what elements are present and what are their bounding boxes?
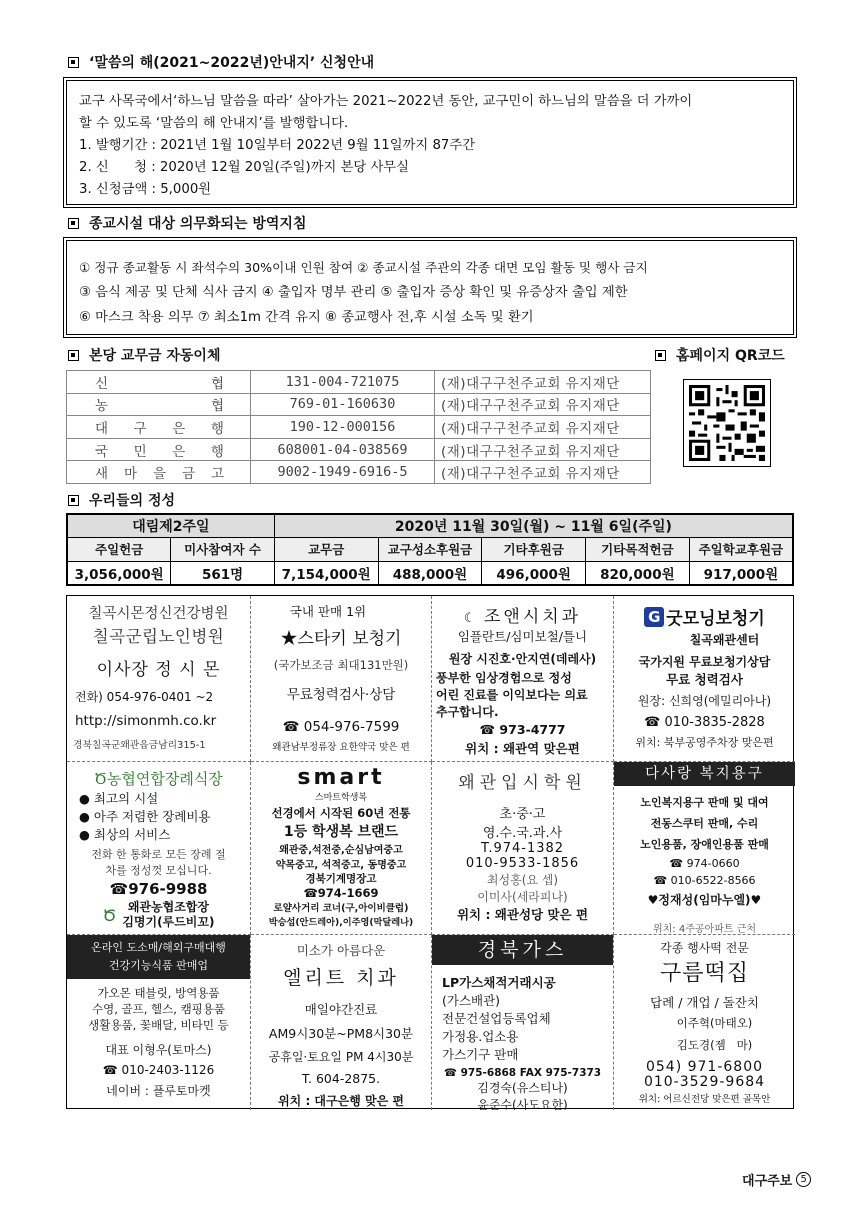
ad-line: ♥정재성(임마누엘)♥ (647, 893, 762, 907)
ad-line: 원장 시진호·안지연(데레사) (448, 652, 597, 666)
ad-line: 칠곡왜관센터 (689, 633, 760, 647)
offering-table (66, 513, 794, 586)
ad-line: ☎ 975-6868 FAX 975-7373 (443, 1067, 602, 1079)
table-row (67, 561, 793, 585)
guideline-line-2: ③ 음식 제공 및 단체 식사 금지 ④ 출입자 명부 관리 ⑤ 출입자 증상 확인 및 유증상자 출입 제한 (79, 285, 628, 300)
ad-line: (국가보조금 최대131만원) (273, 658, 409, 672)
ad-line: 최성홍(요 셉) (486, 873, 559, 887)
offering-header: 기타목적헌금 (586, 538, 690, 562)
offering-header: 주일헌금 (67, 538, 171, 562)
table-row (67, 371, 651, 394)
ads-grid (66, 595, 794, 1109)
section-guidelines-title: 종교시설 대상 의무화되는 방역지침 (89, 216, 307, 232)
ad-line: 생활용품, 꽃배달, 비타민 등 (88, 1018, 229, 1032)
ad-line: 윤준수(사도요한) (477, 1098, 568, 1110)
bank-name-char: 대 (95, 420, 111, 437)
ad-line (67, 935, 250, 979)
bank-name-char: 은 (172, 420, 188, 437)
bank-account: 608001-04-038569 (251, 438, 435, 461)
ad-gureum-rice-cake (614, 935, 795, 1110)
bank-name-char: 새 (95, 466, 111, 483)
bank-name (67, 371, 251, 394)
offering-header: 주일학교후원금 (689, 538, 793, 562)
bank-name-char: 고 (210, 466, 226, 483)
ad-line: 스마트학생복 (314, 793, 368, 803)
ad-line: 이미사(세라피나) (477, 890, 568, 904)
offering-value: 7,154,000원 (274, 561, 378, 585)
bank-account: 9002-1949-6916-5 (251, 461, 435, 484)
ad-line: 다사랑 복지용구 (614, 762, 795, 786)
offering-value: 3,056,000원 (67, 561, 171, 585)
section-bank-heading (68, 345, 220, 365)
ad-line: 굿모닝보청기 (666, 609, 765, 629)
ad-line: 풍부한 임상경험으로 정성 (436, 671, 572, 685)
ad-line: 약목중고, 석적중고, 동명중고 (275, 860, 407, 871)
ad-line: ● 아주 저렴한 장례비용 (79, 809, 211, 824)
guidelines-box (66, 240, 794, 335)
ad-line: 노인복지용구 판매 및 대여 (640, 796, 769, 809)
table-row (67, 538, 793, 562)
bank-account: 769-01-160630 (251, 393, 435, 416)
bank-name (67, 438, 251, 461)
ad-line: 김명기(루드비꼬) (122, 915, 215, 929)
bank-account: 190-12-000156 (251, 416, 435, 439)
ad-line: 경북칠곡군왜관읍금남리315-1 (73, 740, 206, 751)
offering-header: 기타후원금 (482, 538, 586, 562)
table-row (67, 393, 651, 416)
ad-line: 답례 / 개업 / 돌잔치 (650, 995, 759, 1010)
offering-header: 미사참여자 수 (171, 538, 274, 562)
table-row (67, 438, 651, 461)
qr-code-icon (689, 385, 765, 461)
nh-logo-icon: Ծ (102, 905, 117, 925)
ad-line: 위치: 4주공아파트 근처 (652, 924, 757, 935)
table-row (67, 461, 651, 484)
ad-line: 김경숙(유스티나) (477, 1081, 568, 1095)
ad-line: 선경에서 시작된 60년 전통 (271, 806, 411, 820)
square-bullet-icon (68, 350, 79, 361)
ad-line: 농협연합장례식장 (106, 770, 223, 788)
ad-line (614, 604, 795, 629)
ad-line: 매일야간진료 (304, 1002, 378, 1017)
ad-line: 왜관농협조합장 (127, 900, 209, 914)
ad-pluto-market (67, 935, 251, 1110)
ad-line: 왜관중,석전중,순심남여중고 (279, 845, 403, 856)
notice-item-3: 3. 신청금액 : 5,000원 (79, 182, 212, 197)
offering-value: 496,000원 (482, 561, 586, 585)
offering-value: 488,000원 (378, 561, 482, 585)
nh-logo-icon: Ծ (94, 770, 107, 788)
ad-line: 추구합니다. (436, 705, 499, 719)
ad-line: 각종 행사떡 전문 (660, 941, 749, 955)
ad-joan-dental (432, 596, 614, 762)
bank-name-char: 협 (210, 375, 226, 392)
notice-intro-2: 할 수 있도록 ‘말씀의 해 안내지’를 발행합니다. (79, 116, 349, 131)
bank-name (67, 416, 251, 439)
ad-line: 010-3529-9684 (643, 1074, 766, 1090)
ad-line: http://simonmh.co.kr (75, 713, 217, 729)
ad-line: 1등 학생복 브랜드 (283, 824, 399, 840)
ad-line: 어린 진료를 이익보다는 의료 (436, 688, 588, 702)
ad-line (122, 900, 214, 930)
notice-intro-1: 교구 사목국에서‘하느님 말씀을 따라’ 살아가는 2021~2022년 동안, 교구민이 하느님의 말씀을 더 가까이 (79, 94, 693, 109)
square-bullet-icon (68, 495, 79, 506)
ad-line: 원장: 신희영(에밀리아나) (637, 694, 772, 708)
guideline-line-3: ⑥ 마스크 착용 의무 ⑦ 최소1m 간격 유지 ⑧ 종교행사 전,후 시설 소독 및 환기 (79, 310, 534, 325)
bank-name-char: 은 (172, 443, 188, 460)
ad-nh-funeral (67, 762, 251, 935)
square-bullet-icon (68, 218, 79, 229)
offering-week: 대림제2주일 (67, 514, 274, 538)
ad-line: 대표 이형우(토마스) (105, 1043, 212, 1057)
ad-line: 이사장 정 시 몬 (96, 660, 221, 680)
ad-line: 전화 한 통화로 모든 장례 절 (91, 848, 226, 861)
ad-line: T.974-1382 (480, 841, 565, 856)
ad-line: 무료 청력검사 (666, 672, 743, 687)
notice-item-2: 2. 신 청 : 2020년 12월 20일(주일)까지 본당 사무실 (79, 160, 409, 175)
ad-line: 위치: 북부공영주차장 맞은편 (635, 736, 774, 749)
ad-line: 전동스쿠터 판매, 수리 (650, 817, 759, 830)
square-bullet-icon (655, 350, 666, 361)
section-guidelines-heading (68, 213, 306, 233)
bank-name-char: 마 (123, 466, 140, 483)
bank-holder: (재)대구구천주교회 유지재단 (435, 416, 651, 439)
offering-value: 561명 (171, 561, 274, 585)
ad-line (67, 900, 250, 930)
bank-holder: (재)대구구천주교회 유지재단 (435, 461, 651, 484)
homepage-qr-code[interactable] (683, 379, 771, 467)
bank-name-char: 민 (133, 443, 149, 460)
ad-line: ● 최상의 서비스 (79, 827, 171, 842)
smart-logo: smart (297, 765, 385, 790)
ad-line: 국가지원 무료보청기상담 (638, 655, 771, 669)
ad-elite-dental (251, 935, 432, 1110)
bank-name-char: 행 (210, 443, 226, 460)
ad-line: 전문건설업등록업체 (442, 1011, 551, 1026)
ad-starkey-hearing (251, 596, 432, 762)
ad-line: ★스타키 보청기 (280, 629, 402, 649)
guideline-line-1: ① 정규 종교활동 시 좌석수의 30%이내 인원 참여 ② 종교시설 주관의 각종 대면 모임 활동 및 행사 금지 (79, 260, 648, 275)
ad-line: 로얄사거리 코너(구,아이비클럽) (273, 903, 409, 914)
ad-line: 전화) 054-976-0401 ~2 (75, 690, 214, 704)
ad-line: 왜관입시학원 (458, 773, 587, 793)
ad-line: 공휴일·토요일 PM 4시30분 (268, 1050, 414, 1064)
tooth-icon: ☾ (463, 611, 476, 626)
section-notice-heading (68, 52, 374, 72)
ad-line: 조앤시치과 (483, 607, 582, 627)
bank-holder: (재)대구구천주교회 유지재단 (435, 371, 651, 394)
ad-line: 가정용.업소용 (442, 1029, 519, 1044)
ad-line: 이주혁(마태오) (676, 1016, 753, 1030)
ad-dasarang-welfare (614, 762, 795, 935)
ad-line: 054) 971-6800 (645, 1059, 764, 1075)
ad-line: 노인용품, 장애인용품 판매 (640, 838, 769, 851)
ad-waegwan-academy (432, 762, 614, 935)
logo-g-icon: G (644, 607, 664, 627)
bank-name-char: 협 (210, 398, 226, 415)
notice-box (66, 80, 794, 205)
bank-name (67, 461, 251, 484)
ad-line: 국내 판매 1위 (289, 604, 367, 619)
ad-line: 영.수.국.과.사 (482, 826, 563, 841)
ad-line: 건강기능식품 판매업 (108, 959, 209, 972)
bank-name-char: 금 (181, 466, 197, 483)
table-row (67, 514, 793, 538)
ad-line: 칠곡시몬정신건강병원 (88, 606, 229, 622)
ad-line: 무료청력검사·상담 (286, 687, 396, 703)
bank-holder: (재)대구구천주교회 유지재단 (435, 438, 651, 461)
ad-line: AM9시30분~PM8시30분 (268, 1026, 414, 1041)
qr-title: 홈페이지 QR코드 (676, 348, 785, 364)
ad-smart-uniform (251, 762, 432, 935)
ad-line: 칠곡군립노인병원 (92, 627, 225, 646)
bank-account: 131-004-721075 (251, 371, 435, 394)
ad-line: 박승섭(안드레아),이주영(막달레나) (268, 917, 414, 928)
footer-label: 대구주보 (742, 1174, 793, 1189)
ad-line: 경북기계명장고 (305, 873, 377, 885)
ad-line: 온라인 도소매/해외구매대행 (91, 941, 226, 954)
offering-value: 820,000원 (586, 561, 690, 585)
ad-line: 구름떡집 (659, 961, 749, 986)
ad-line: 수영, 골프, 헬스, 캠핑용품 (91, 1002, 226, 1016)
ad-line: (가스배관) (442, 993, 501, 1008)
ad-line: ☎ 010-3835-2828 (644, 715, 765, 730)
ad-line: 초·중·고 (499, 807, 546, 822)
ad-line: ● 최고의 시설 (79, 791, 159, 806)
ad-line: ☎ 973-4777 (479, 722, 566, 737)
square-bullet-icon (68, 57, 79, 68)
ad-line: 김도경(젬 마) (676, 1038, 753, 1052)
ad-line: 왜관남부정류장 요한약국 맞은 편 (272, 742, 410, 753)
bank-name (67, 393, 251, 416)
ad-gyeongbuk-gas (432, 935, 614, 1110)
ad-line: ☎ 010-6522-8566 (653, 874, 756, 887)
bank-table (66, 370, 651, 484)
ad-line: ☎ 010-2403-1126 (102, 1063, 215, 1077)
ad-line (67, 768, 250, 789)
offering-header: 교구성소후원금 (378, 538, 482, 562)
ad-line: LP가스채적거래시공 (442, 975, 556, 990)
bank-name-char: 신 (95, 375, 111, 392)
ad-line: 엘리트 치과 (283, 967, 399, 989)
bank-name-char: 구 (133, 420, 149, 437)
ad-line: 차를 정성껏 모십니다. (105, 864, 212, 877)
ad-line: ☎974-1669 (303, 886, 379, 900)
table-row (67, 416, 651, 439)
ad-line: 010-9533-1856 (465, 856, 580, 871)
section-bank-title: 본당 교무금 자동이체 (89, 348, 221, 364)
qr-heading (655, 345, 785, 365)
ad-line: 가스기구 판매 (442, 1047, 519, 1062)
section-offering-title: 우리들의 정성 (89, 493, 176, 509)
bank-name-char: 농 (95, 398, 111, 415)
ad-line: 미소가 아름다운 (296, 943, 386, 958)
section-notice-title: ‘말씀의 해(2021~2022년)안내지’ 신청안내 (89, 55, 375, 71)
page-footer (742, 1170, 811, 1189)
notice-item-1: 1. 발행기간 : 2021년 1월 10일부터 2022년 9월 11일까지 87주간 (79, 138, 476, 153)
ad-line: 임플란트/심미보철/틀니 (457, 629, 588, 644)
ad-line: 네이버 : 플루토마켓 (106, 1084, 211, 1098)
ad-line: ☎976-9988 (109, 880, 208, 898)
bank-name-char: 국 (95, 443, 111, 460)
ad-line: 위치 : 왜관성당 맞은 편 (456, 907, 589, 922)
offering-value: 917,000원 (689, 561, 793, 585)
bank-name-char: 행 (210, 420, 226, 437)
bank-holder: (재)대구구천주교회 유지재단 (435, 393, 651, 416)
ad-line: 가오몬 태블릿, 방역용품 (97, 986, 220, 1000)
ad-line: 경북가스 (432, 935, 613, 965)
offering-period: 2020년 11월 30일(월) ~ 11월 6일(주일) (274, 514, 793, 538)
offering-header: 교무금 (274, 538, 378, 562)
ad-line: T. 604-2875. (301, 1071, 381, 1086)
ad-line: 위치 : 왜관역 맞은편 (465, 741, 580, 756)
ad-line: ☎ 054-976-7599 (282, 719, 400, 735)
ad-line (432, 602, 613, 627)
ad-goodmorning-hearing (614, 596, 795, 762)
ad-line: ☎ 974-0660 (669, 857, 740, 870)
section-offering-heading (68, 490, 175, 510)
page-number: 5 (796, 1172, 811, 1187)
ad-line: 위치: 어르신전당 맞은편 골목안 (638, 1094, 771, 1105)
ad-line: 위치 : 대구은행 맞은 편 (278, 1094, 404, 1108)
ad-simon-hospital (67, 596, 251, 762)
bank-name-char: 을 (152, 466, 169, 483)
